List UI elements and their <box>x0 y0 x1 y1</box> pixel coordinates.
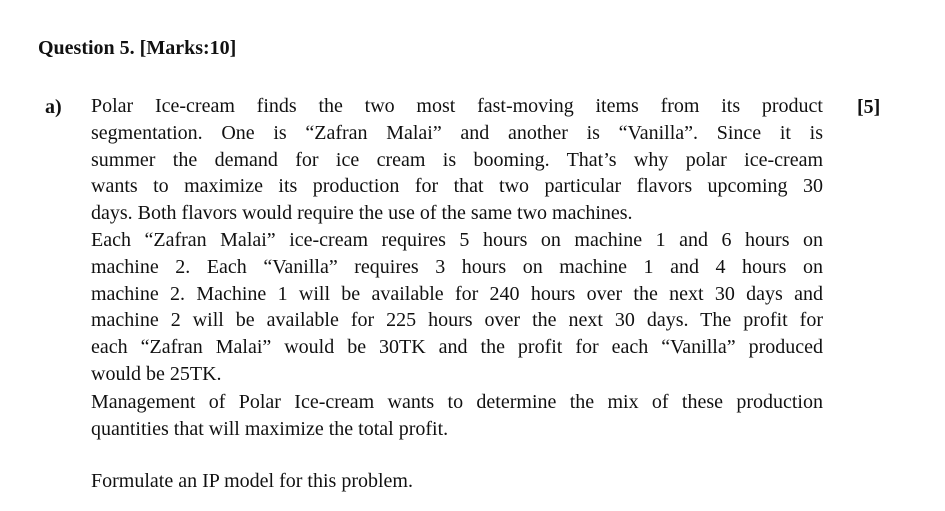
question-heading: Question 5. [Marks:10] <box>38 37 237 59</box>
text-line: machine 2 will be available for 225 hours over the next 30 days. The profit for <box>91 309 823 332</box>
text-line: quantities that will maximize the total profit. <box>91 417 449 440</box>
text-line: Management of Polar Ice-cream wants to determine the mix of these production <box>91 391 823 413</box>
text-line: segmentation. One is “Zafran Malai” and another is “Vanilla”. Since it is <box>91 121 823 144</box>
text-line: would be 25TK. <box>91 362 222 385</box>
part-marks: [5] <box>857 96 881 118</box>
problem-paragraph <box>91 93 823 388</box>
text-line: machine 2. Each “Vanilla” requires 3 hours on machine 1 and 4 hours on <box>91 255 823 278</box>
part-label: a) <box>45 96 62 118</box>
text-line: Each “Zafran Malai” ice-cream requires 5 hours on machine 1 and 6 hours on <box>91 228 823 251</box>
task-text: Formulate an IP model for this problem. <box>91 470 413 492</box>
text-line: each “Zafran Malai” would be 30TK and the profit for each “Vanilla” produced <box>91 336 823 359</box>
text-line: Polar Ice-cream finds the two most fast-moving items from its product <box>91 95 823 117</box>
text-line: summer the demand for ice cream is booming. That’s why polar ice-cream <box>91 148 823 171</box>
text-line: machine 2. Machine 1 will be available for 240 hours over the next 30 days and <box>91 282 823 305</box>
text-line: wants to maximize its production for that two particular flavors upcoming 30 <box>91 175 823 198</box>
task-instruction <box>91 468 823 495</box>
text-line: days. Both flavors would require the use of the same two machines. <box>91 202 633 225</box>
management-paragraph <box>91 389 823 443</box>
